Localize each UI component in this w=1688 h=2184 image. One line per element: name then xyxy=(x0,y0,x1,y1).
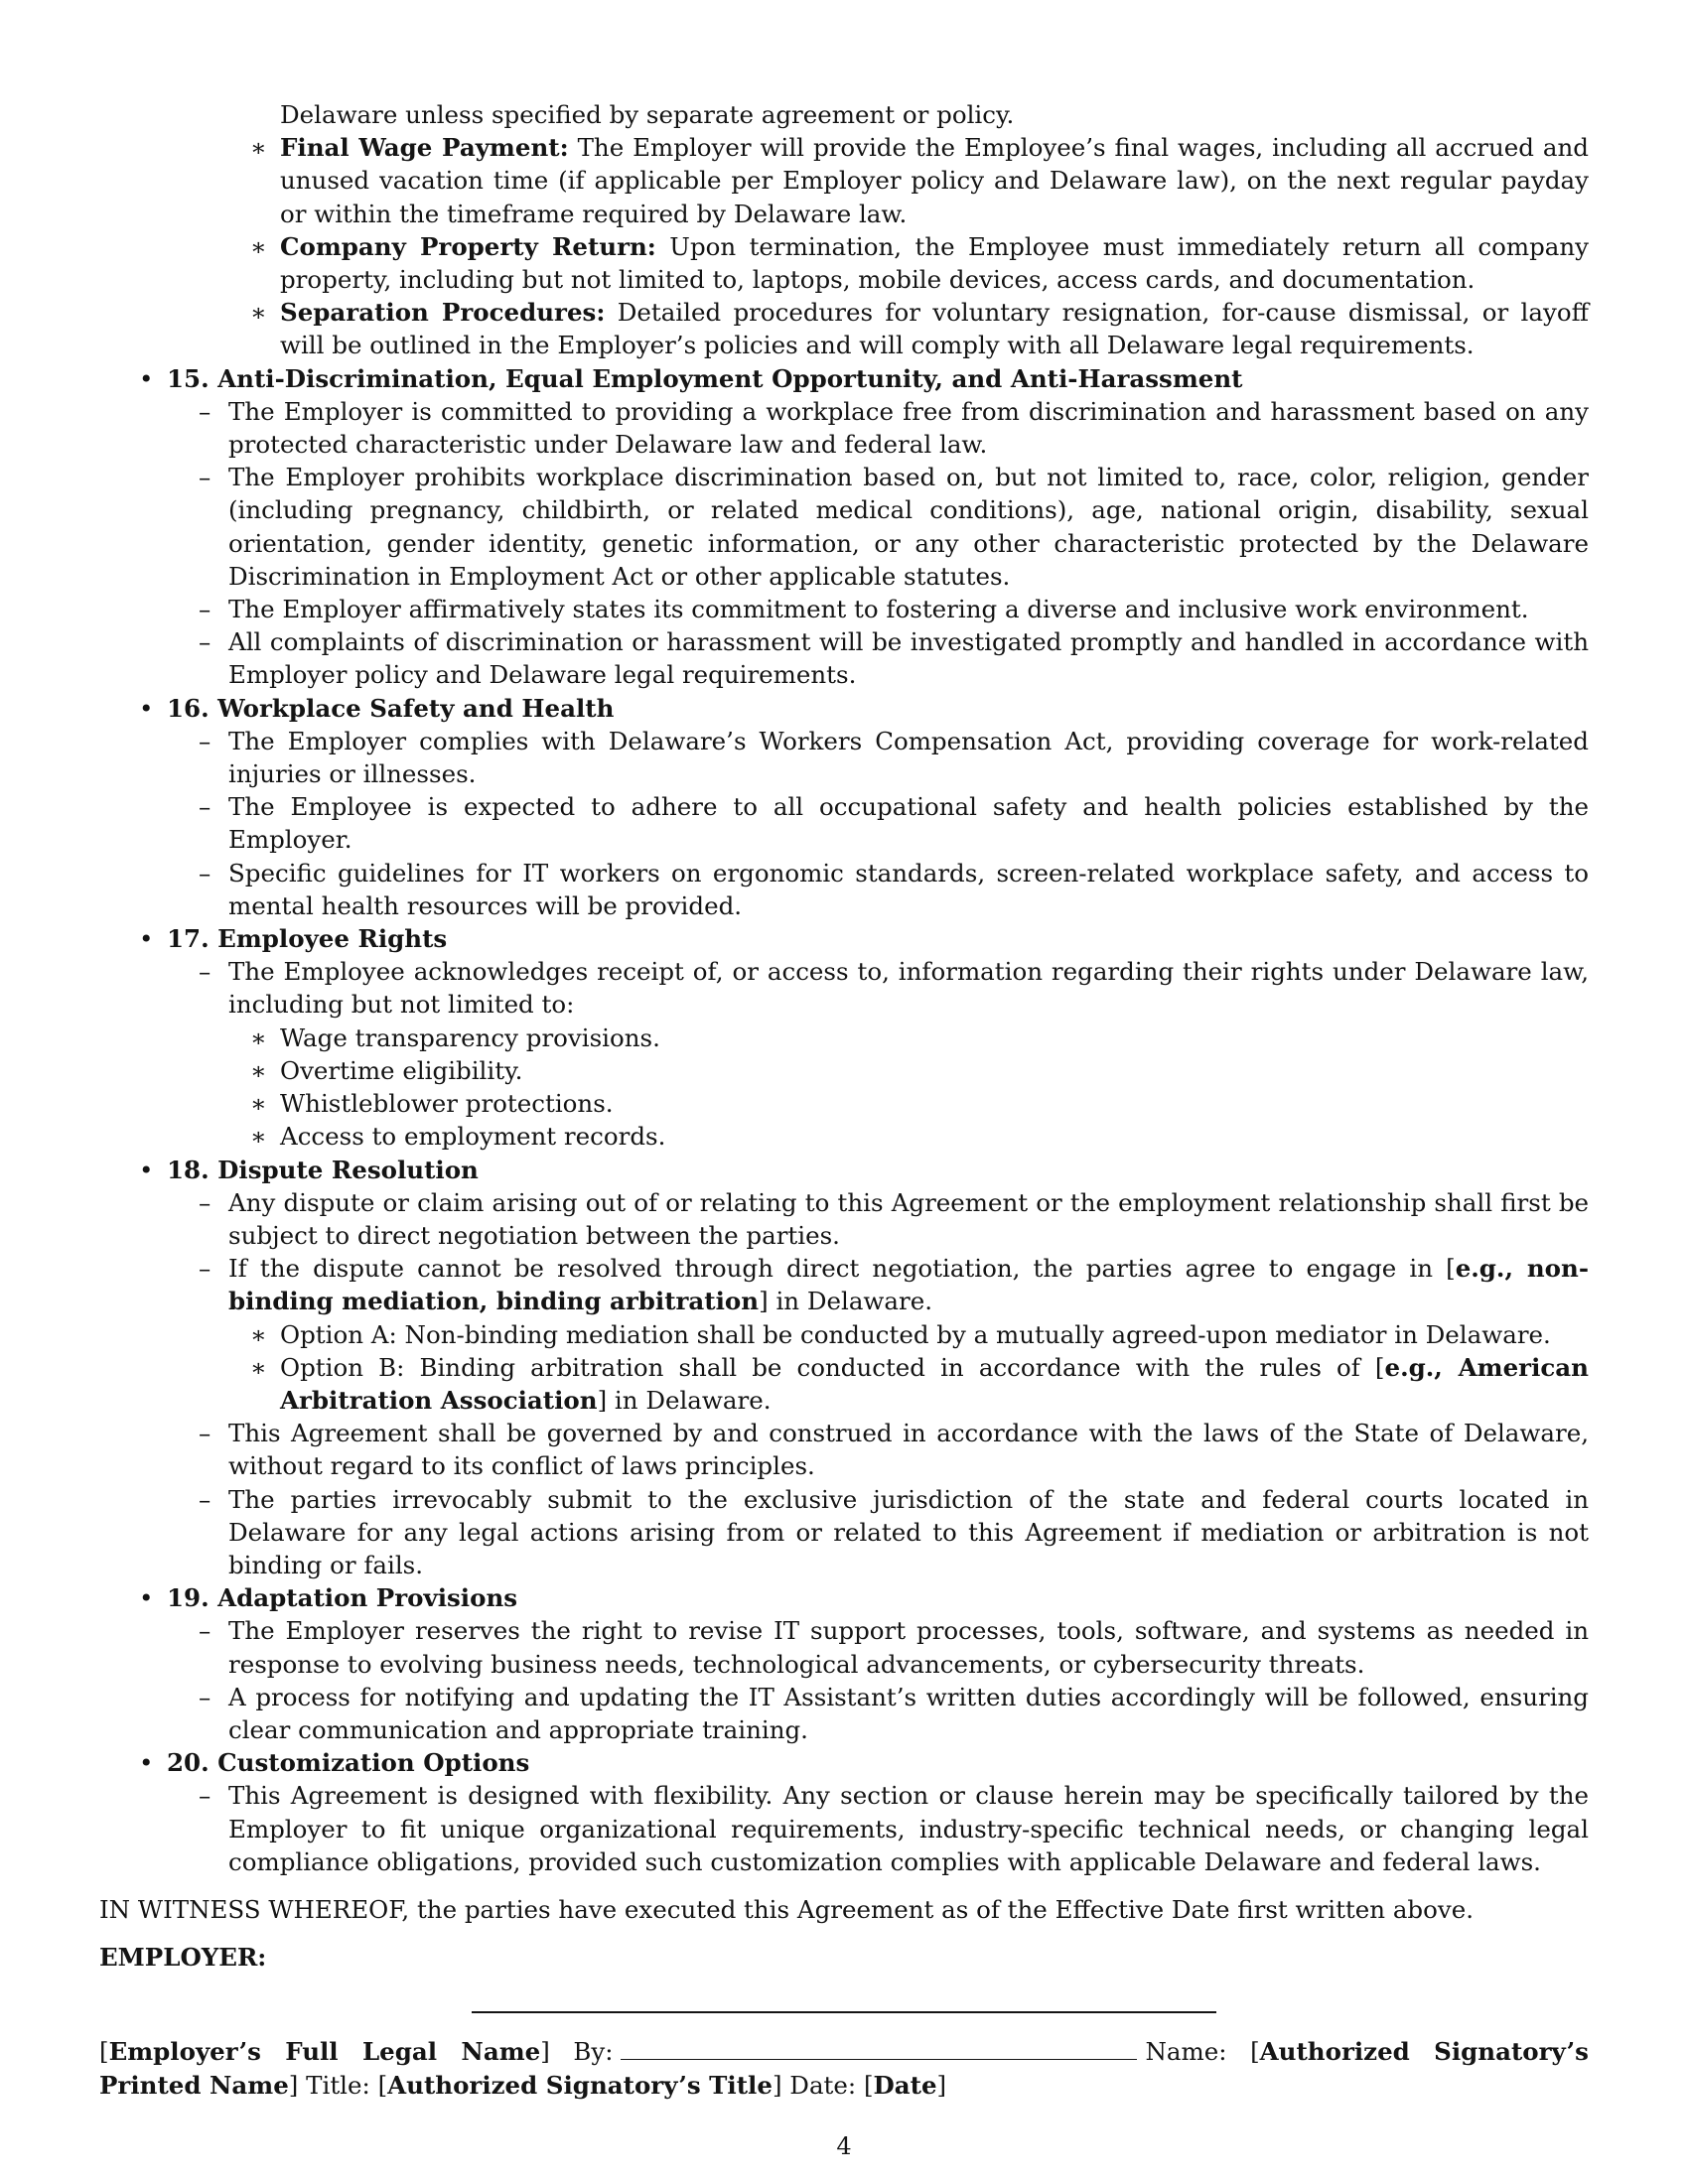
item-label: Separation Procedures: xyxy=(280,298,606,328)
list-item: – The Employee is expected to adhere to all occupational safety and health policies established by the Employer. xyxy=(99,790,1589,856)
placeholder-text: e.g., American Arbitration Association xyxy=(280,1352,1589,1415)
text-run: ] in Delaware. xyxy=(759,1287,933,1316)
section-20-heading: • 20. Customization Options xyxy=(99,1746,1589,1779)
option-a-item: ∗ Option A: Non-binding mediation shall be conducted by a mutually agreed-upon mediator in Delaware. xyxy=(99,1318,1589,1351)
placeholder-text: e.g., non-binding mediation, binding arbitration xyxy=(228,1254,1589,1316)
company-property-return-item xyxy=(99,230,1589,296)
list-item: – This Agreement shall be governed by and construed in accordance with the laws of the State of Delaware, without regard to its conflict of laws principles. xyxy=(99,1417,1589,1482)
list-item: – A process for notifying and updating the IT Assistant’s written duties accordingly will be followed, ensuring clear communication and appropriate training. xyxy=(99,1681,1589,1746)
list-item: – The Employer reserves the right to revise IT support processes, tools, software, and systems as needed in response to evolving business needs, technological advancements, or cybersecurity threats. xyxy=(99,1614,1589,1680)
signatory-name-field: Authorized Signatory’s Printed Name xyxy=(99,2037,1589,2100)
page-number: 4 xyxy=(836,2132,852,2160)
list-item: – Any dispute or claim arising out of or relating to this Agreement or the employment relationship shall first be subject to direct negotiation between the parties. xyxy=(99,1186,1589,1252)
item-text: The Employer will provide the Employee’s final wages, including all accrued and unused vacation time (if applicable per Employer policy and Delaware law), on the next regular payday or within the timeframe required by Delaware law. xyxy=(280,133,1589,228)
date-label: Date: xyxy=(789,2070,857,2100)
text-run: Option B: Binding arbitration shall be conducted in accordance with the rules of [ xyxy=(280,1352,1385,1382)
section-17-heading: • 17. Employee Rights xyxy=(99,922,1589,955)
final-wage-payment-item xyxy=(99,131,1589,230)
right-item: ∗ Overtime eligibility. xyxy=(99,1054,1589,1087)
list-item: – Specific guidelines for IT workers on ergonomic standards, screen-related workplace safety, and access to mental health resources will be provided. xyxy=(99,857,1589,922)
employer-name-field: Employer’s Full Legal Name xyxy=(108,2037,541,2067)
item-text: Upon termination, the Employee must immediately return all company property, including but not limited to, laptops, mobile devices, access cards, and documentation. xyxy=(280,231,1590,295)
list-item: – This Agreement is designed with flexibility. Any section or clause herein may be specifically tailored by the Employer to fit unique organizational requirements, industry-specific technical needs, or changing legal compliance obligations, provided such customization complies with applicable Delaware and federal laws. xyxy=(99,1779,1589,1878)
signature-blank xyxy=(621,2037,1137,2060)
list-item: – The Employer is committed to providing a workplace free from discrimination and harassment based on any protected characteristic under Delaware law and federal law. xyxy=(99,395,1589,461)
item-label: Company Property Return: xyxy=(280,231,656,261)
right-item: ∗ Wage transparency provisions. xyxy=(99,1022,1589,1054)
signature-line xyxy=(472,2011,1216,2013)
text-run: ] in Delaware. xyxy=(597,1385,772,1415)
section-19-heading: • 19. Adaptation Provisions xyxy=(99,1581,1589,1614)
right-item: ∗ Access to employment records. xyxy=(99,1120,1589,1153)
item-text: Detailed procedures for voluntary resignation, for-cause dismissal, or layoff will be outlined in the Employer’s policies and will comply with all Delaware legal requirements. xyxy=(280,298,1589,360)
section-16-heading: • 16. Workplace Safety and Health xyxy=(99,692,1589,725)
list-item: – All complaints of discrimination or harassment will be investigated promptly and handled in accordance with Employer policy and Delaware legal requirements. xyxy=(99,625,1589,691)
signature-block: [Employer’s Full Legal Name] By: Name: [Authorized Signatory’s Printed Name] Title: [Authorized Signatory’s Title] Date: [Date] xyxy=(99,2037,1589,2100)
by-label: By: xyxy=(573,2037,614,2067)
name-label: Name: xyxy=(1145,2037,1227,2067)
list-item: – The Employer prohibits workplace discrimination based on, but not limited to, race, color, religion, gender (including pregnancy, childbirth, or related medical conditions), age, national origin, disability, sexual orientation, gender identity, genetic information, or any other characteristic protected by the Delaware Discrimination in Employment Act or other applicable statutes. xyxy=(99,461,1589,593)
list-item: – The Employer affirmatively states its commitment to fostering a diverse and inclusive work environment. xyxy=(99,593,1589,625)
date-field: Date xyxy=(873,2070,937,2100)
employer-heading: EMPLOYER: xyxy=(99,1943,267,1973)
continuation-text: Delaware unless specified by separate agreement or policy. xyxy=(280,100,1015,129)
witness-statement: IN WITNESS WHEREOF, the parties have executed this Agreement as of the Effective Date first written above. xyxy=(99,1894,1474,1924)
option-b-item xyxy=(99,1351,1589,1417)
list-item: – The parties irrevocably submit to the exclusive jurisdiction of the state and federal courts located in Delaware for any legal actions arising from or related to this Agreement if mediation or arbitration is not binding or fails. xyxy=(99,1483,1589,1582)
text-run: If the dispute cannot be resolved through direct negotiation, the parties agree to engage in [ xyxy=(228,1254,1456,1284)
signatory-title-field: Authorized Signatory’s Title xyxy=(387,2070,773,2100)
section-15-heading: • 15. Anti-Discrimination, Equal Employment Opportunity, and Anti-Harassment xyxy=(99,362,1589,395)
list-item: – The Employee acknowledges receipt of, or access to, information regarding their rights under Delaware law, including but not limited to: xyxy=(99,955,1589,1021)
section-18-heading: • 18. Dispute Resolution xyxy=(99,1154,1589,1186)
right-item: ∗ Whistleblower protections. xyxy=(99,1087,1589,1120)
list-item: – The Employer complies with Delaware’s Workers Compensation Act, providing coverage for work-related injuries or illnesses. xyxy=(99,725,1589,790)
title-label: Title: xyxy=(306,2070,370,2100)
item-label: Final Wage Payment: xyxy=(280,133,569,163)
list-item xyxy=(99,1252,1589,1317)
separation-procedures-item xyxy=(99,296,1589,361)
document-page xyxy=(99,98,1589,2102)
